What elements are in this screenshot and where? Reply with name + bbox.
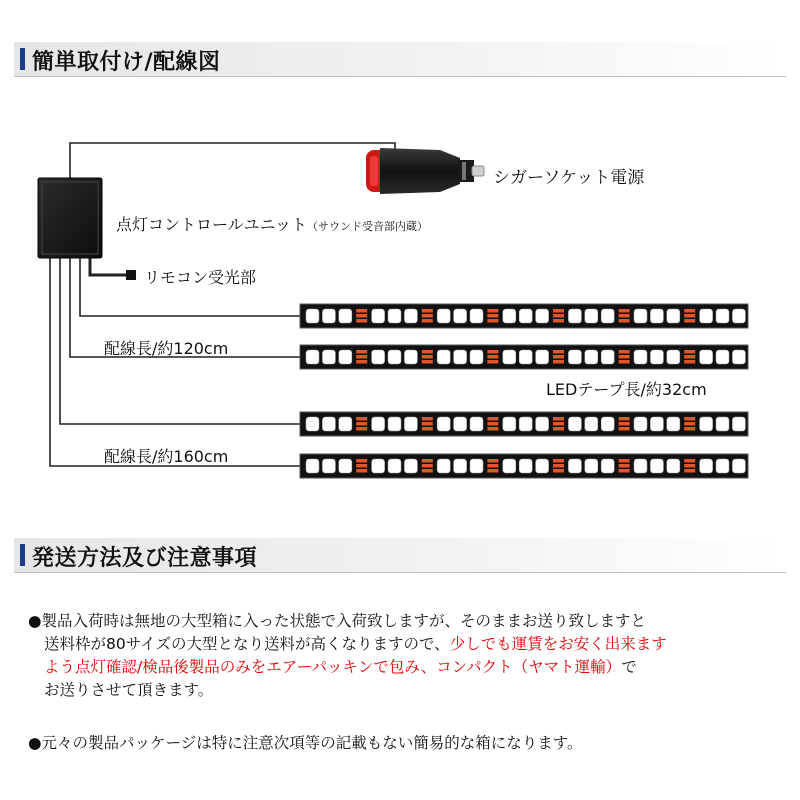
led-chip (372, 459, 385, 473)
resistor-mark (619, 469, 630, 473)
resistor-mark (684, 422, 695, 426)
cigar-plug-icon (366, 148, 484, 194)
led-chip (667, 309, 680, 323)
note-1 (28, 610, 667, 702)
led-chip (568, 459, 581, 473)
led-chip (732, 309, 745, 323)
resistor-mark (422, 309, 433, 313)
led-chip (339, 417, 352, 431)
led-chip (322, 459, 335, 473)
resistor-mark (422, 314, 433, 318)
remote-receiver-label: リモコン受光部 (144, 268, 257, 287)
led-chip (732, 417, 745, 431)
resistor-mark (684, 309, 695, 313)
resistor-mark (553, 422, 564, 426)
resistor-mark (356, 360, 367, 364)
led-chip (388, 350, 401, 364)
led-chip (372, 309, 385, 323)
led-chip (404, 309, 417, 323)
resistor-mark (487, 417, 498, 421)
resistor-mark (553, 459, 564, 463)
bullet: ● (28, 612, 42, 630)
led-chip (536, 417, 549, 431)
led-chip (585, 417, 598, 431)
resistor-mark (553, 464, 564, 468)
led-chip (519, 459, 532, 473)
led-chip (306, 459, 319, 473)
led-chip (339, 309, 352, 323)
section-header-shipping (14, 538, 786, 573)
note-2: ●元々の製品パッケージは特に注意次項等の記載もない簡易的な箱になります。 (28, 734, 583, 752)
resistor-mark (684, 417, 695, 421)
led-chip (322, 350, 335, 364)
led-chip (650, 309, 663, 323)
led-chip (601, 350, 614, 364)
led-chip (339, 459, 352, 473)
wire-length-label-160: 配線長/約160cm (104, 447, 229, 466)
resistor-mark (422, 319, 433, 323)
resistor-mark (422, 464, 433, 468)
led-chip (503, 417, 516, 431)
resistor-mark (684, 350, 695, 354)
led-chip (388, 309, 401, 323)
led-chip (716, 459, 729, 473)
led-chip (634, 350, 647, 364)
led-chip (585, 309, 598, 323)
led-chip (503, 459, 516, 473)
resistor-mark (422, 422, 433, 426)
resistor-mark (487, 360, 498, 364)
resistor-mark (684, 319, 695, 323)
led-chip (519, 417, 532, 431)
led-chip (601, 417, 614, 431)
led-chip (404, 459, 417, 473)
led-chip (388, 417, 401, 431)
led-chip (585, 459, 598, 473)
led-chip (667, 417, 680, 431)
led-chip (437, 309, 450, 323)
note-1-line-3: よう点灯確認/検品後製品のみをエアーパッキンで包み、コンパクト（ヤマト運輸）で (44, 658, 637, 676)
led-chip (601, 309, 614, 323)
led-chip (650, 350, 663, 364)
led-chip (503, 350, 516, 364)
resistor-mark (356, 309, 367, 313)
control-unit-icon (38, 178, 102, 258)
resistor-mark (422, 427, 433, 431)
resistor-mark (684, 314, 695, 318)
resistor-mark (619, 422, 630, 426)
resistor-mark (356, 350, 367, 354)
resistor-mark (356, 464, 367, 468)
led-chip (732, 459, 745, 473)
resistor-mark (553, 319, 564, 323)
resistor-mark (487, 319, 498, 323)
resistor-mark (422, 355, 433, 359)
led-chip (519, 309, 532, 323)
led-chip (716, 309, 729, 323)
led-chip (470, 350, 483, 364)
led-chip (568, 309, 581, 323)
led-chip (700, 459, 713, 473)
section-title-shipping: 発送方法及び注意事項 (32, 546, 258, 571)
led-chip (306, 417, 319, 431)
resistor-mark (684, 427, 695, 431)
remote-wire (90, 256, 128, 275)
resistor-mark (619, 417, 630, 421)
note-1-line-2: 送料枠が80サイズの大型となり送料が高くなりますので、少しでも運賃をお安く出来ます (44, 635, 667, 653)
resistor-mark (487, 314, 498, 318)
resistor-mark (487, 422, 498, 426)
led-strip (300, 345, 748, 369)
led-chip (306, 309, 319, 323)
resistor-mark (356, 314, 367, 318)
resistor-mark (619, 309, 630, 313)
led-chip (716, 350, 729, 364)
resistor-mark (487, 309, 498, 313)
resistor-mark (619, 427, 630, 431)
led-chip (585, 350, 598, 364)
bullet: ● (28, 734, 42, 752)
resistor-mark (356, 319, 367, 323)
led-chip (667, 459, 680, 473)
section-title-wiring: 簡単取付け/配線図 (32, 50, 221, 75)
led-chip (732, 350, 745, 364)
led-chip (454, 417, 467, 431)
led-chip (372, 350, 385, 364)
resistor-mark (553, 417, 564, 421)
resistor-mark (487, 350, 498, 354)
led-chip (700, 417, 713, 431)
led-chip (536, 459, 549, 473)
led-chip (437, 417, 450, 431)
resistor-mark (553, 469, 564, 473)
resistor-mark (422, 469, 433, 473)
power-wire (70, 143, 395, 178)
resistor-mark (619, 319, 630, 323)
led-chip (634, 459, 647, 473)
remote-receiver-icon (126, 270, 136, 280)
resistor-mark (553, 309, 564, 313)
resistor-mark (356, 427, 367, 431)
resistor-mark (553, 350, 564, 354)
led-chip (388, 459, 401, 473)
resistor-mark (487, 469, 498, 473)
led-chip (470, 459, 483, 473)
led-chip (601, 459, 614, 473)
led-chip (322, 417, 335, 431)
wire-length-label-120: 配線長/約120cm (104, 339, 229, 358)
resistor-mark (684, 459, 695, 463)
led-chip (634, 309, 647, 323)
resistor-mark (356, 469, 367, 473)
led-chip (339, 350, 352, 364)
led-chip (519, 350, 532, 364)
resistor-mark (619, 355, 630, 359)
control-unit-label (116, 212, 428, 235)
led-chip (404, 417, 417, 431)
section-accent-bar (20, 544, 25, 566)
resistor-mark (553, 355, 564, 359)
led-strip (300, 304, 748, 328)
note-1-line-4: お送りさせて頂きます。 (44, 681, 214, 699)
resistor-mark (422, 417, 433, 421)
led-chip (700, 350, 713, 364)
resistor-mark (619, 464, 630, 468)
resistor-mark (619, 459, 630, 463)
tape-length-label: LEDテープ長/約32cm (546, 380, 707, 399)
led-strip (300, 454, 748, 478)
control-unit-note: （サウンド受音部内蔵） (307, 220, 429, 233)
resistor-mark (684, 469, 695, 473)
led-chip (667, 350, 680, 364)
led-chip (503, 309, 516, 323)
resistor-mark (487, 459, 498, 463)
resistor-mark (684, 360, 695, 364)
led-chip (536, 350, 549, 364)
resistor-mark (553, 360, 564, 364)
cigar-socket-label: シガーソケット電源 (493, 168, 645, 188)
led-chip (536, 309, 549, 323)
resistor-mark (422, 350, 433, 354)
resistor-mark (684, 464, 695, 468)
led-chip (404, 350, 417, 364)
resistor-mark (487, 464, 498, 468)
led-chip (437, 350, 450, 364)
led-chip (650, 459, 663, 473)
led-chip (470, 417, 483, 431)
led-chip (470, 309, 483, 323)
led-chip (454, 309, 467, 323)
resistor-mark (356, 422, 367, 426)
led-chip (454, 459, 467, 473)
resistor-mark (422, 360, 433, 364)
resistor-mark (487, 427, 498, 431)
led-chip (322, 309, 335, 323)
led-chip (716, 417, 729, 431)
resistor-mark (487, 355, 498, 359)
resistor-mark (684, 355, 695, 359)
resistor-mark (422, 459, 433, 463)
led-chip (306, 350, 319, 364)
resistor-mark (356, 459, 367, 463)
resistor-mark (619, 350, 630, 354)
resistor-mark (619, 314, 630, 318)
led-chip (568, 417, 581, 431)
led-chip (568, 350, 581, 364)
resistor-mark (619, 360, 630, 364)
control-unit-label-text: 点灯コントロールユニット (116, 215, 308, 234)
led-chip (650, 417, 663, 431)
resistor-mark (356, 417, 367, 421)
led-strip (300, 412, 748, 436)
led-chip (634, 417, 647, 431)
resistor-mark (553, 427, 564, 431)
led-chip (437, 459, 450, 473)
led-chip (700, 309, 713, 323)
resistor-mark (356, 355, 367, 359)
resistor-mark (553, 314, 564, 318)
led-chip (454, 350, 467, 364)
led-chip (372, 417, 385, 431)
note-1-line-1: ●製品入荷時は無地の大型箱に入った状態で入荷致しますが、そのままお送り致しますと (28, 612, 647, 630)
